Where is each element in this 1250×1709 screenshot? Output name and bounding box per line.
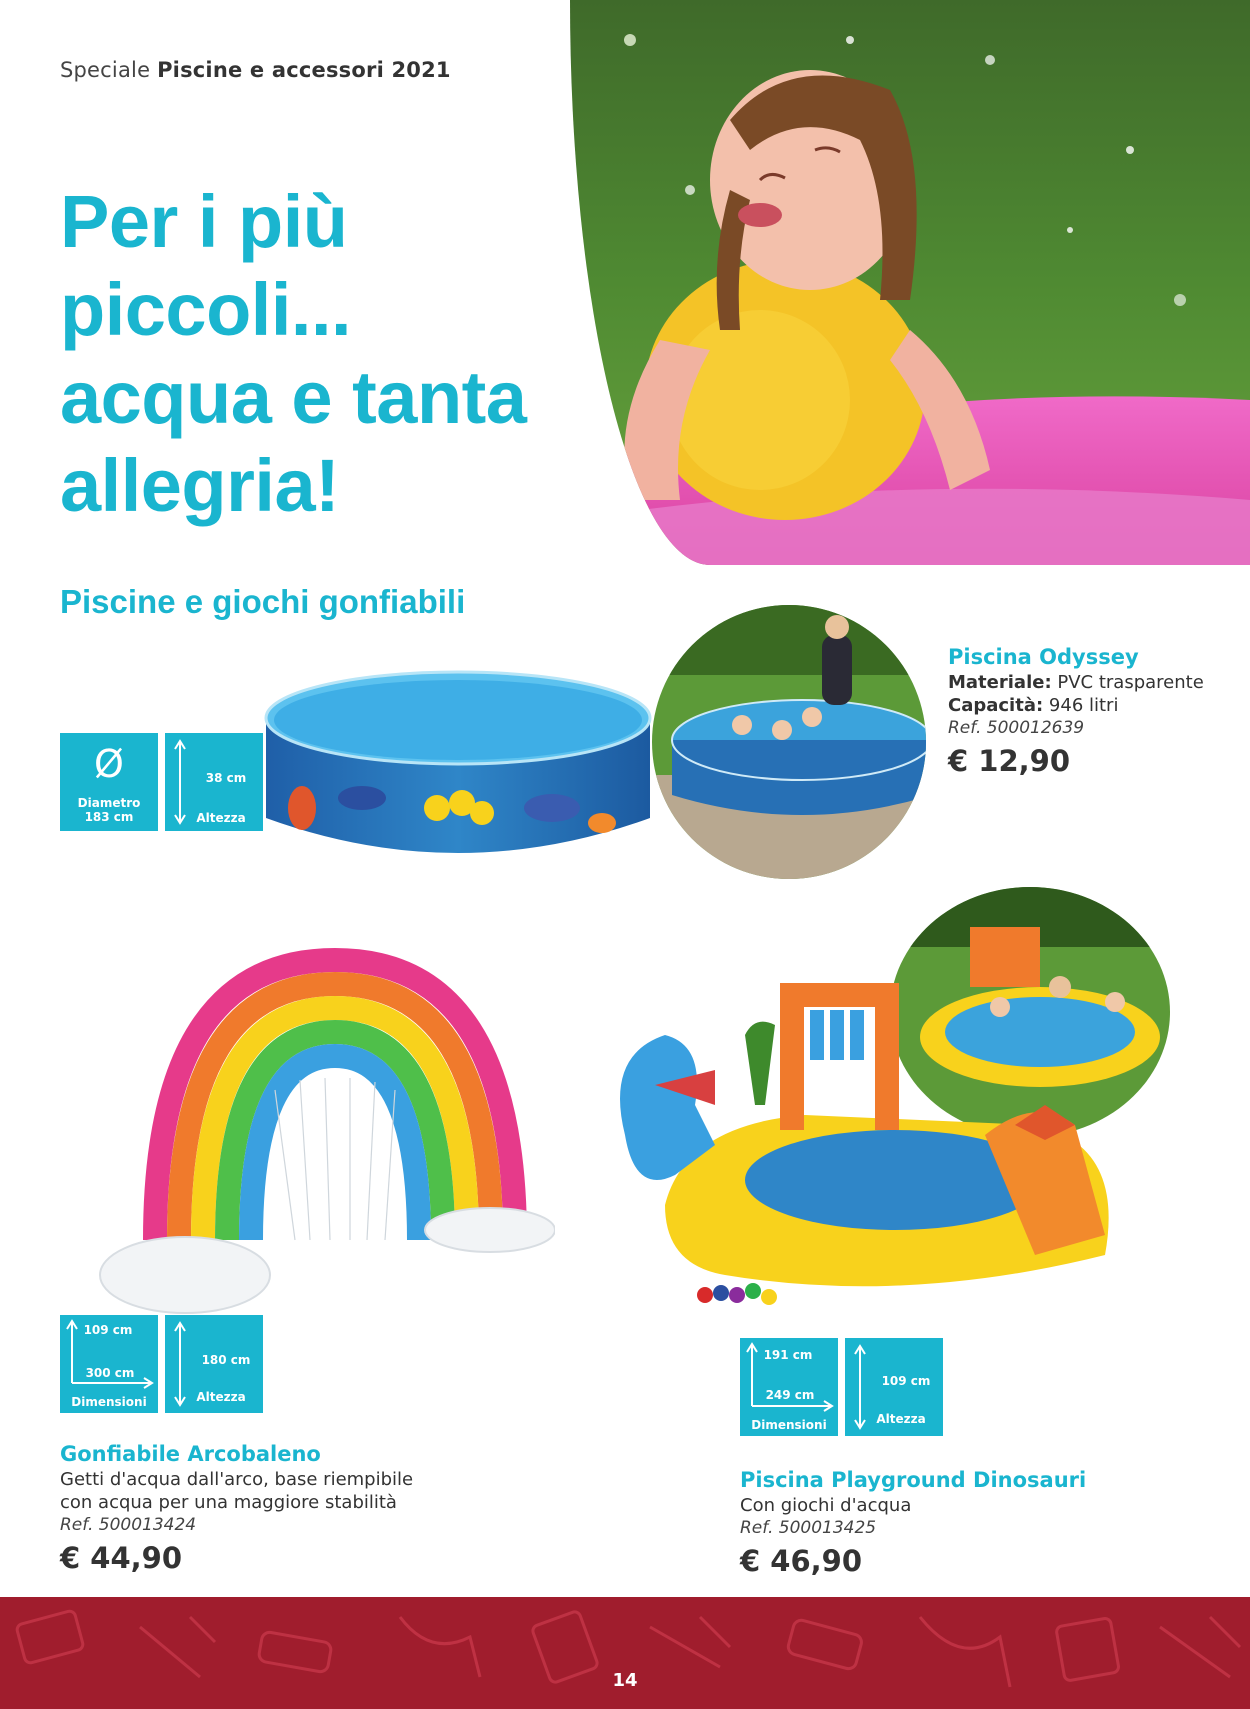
hero-title-line: piccoli... — [60, 268, 352, 351]
product-desc-line: Getti d'acqua dall'arco, base riempibile — [60, 1469, 414, 1490]
material-value: PVC trasparente — [1057, 672, 1204, 693]
product-desc-line: con acqua per una maggiore stabilità — [60, 1492, 397, 1513]
product-price: € 46,90 — [740, 1544, 863, 1578]
height-label: Altezza — [196, 811, 246, 825]
dim-b: 249 cm — [765, 1388, 815, 1402]
dimensions-spec-box — [60, 1315, 158, 1413]
diameter-label: Diametro — [77, 796, 141, 810]
hero-title-line: Per i più — [60, 180, 348, 263]
capacity-value: 946 litri — [1048, 695, 1119, 716]
dim-b: 300 cm — [85, 1366, 135, 1380]
odyssey-info — [948, 645, 1248, 778]
odyssey-lifestyle-photo — [652, 605, 926, 879]
child-splashing-image — [570, 0, 1250, 565]
capacity-line — [948, 694, 1248, 717]
footer-band — [0, 1597, 1250, 1709]
dim-label: Dimensioni — [751, 1418, 827, 1432]
rainbow-info — [60, 1442, 520, 1575]
product-desc-line: Con giochi d'acqua — [740, 1495, 912, 1516]
product-name: Gonfiabile Arcobaleno — [60, 1442, 321, 1466]
product-name: Piscina Odyssey — [948, 645, 1139, 669]
height-label: Altezza — [876, 1412, 926, 1426]
odyssey-pool-image — [262, 668, 654, 870]
product-name: Piscina Playground Dinosauri — [740, 1468, 1087, 1492]
product-price: € 44,90 — [60, 1541, 183, 1575]
diameter-spec-box — [60, 733, 158, 831]
height-spec-box — [845, 1338, 943, 1436]
height-spec-box — [165, 733, 263, 831]
dim-a: 191 cm — [763, 1348, 813, 1362]
dim-label: Dimensioni — [71, 1395, 147, 1409]
capacity-label: Capacità: — [948, 695, 1044, 716]
height-value: 109 cm — [881, 1374, 931, 1388]
diameter-value: 183 cm — [84, 810, 134, 824]
material-label: Materiale: — [948, 672, 1052, 693]
product-ref: Ref. 500013424 — [60, 1515, 197, 1535]
rainbow-arch-image — [95, 940, 555, 1320]
hero-title — [60, 178, 580, 530]
dim-a: 109 cm — [83, 1323, 133, 1337]
tools-pattern-icon — [0, 1597, 1250, 1709]
hero-photo — [570, 0, 1250, 565]
section-title: Piscine e giochi gonfiabili — [60, 583, 466, 620]
product-ref: Ref. 500013425 — [740, 1518, 877, 1538]
hero-title-line: allegria! — [60, 444, 340, 527]
product-price: € 12,90 — [948, 744, 1071, 778]
dimensions-spec-box — [740, 1338, 838, 1436]
height-label: Altezza — [196, 1390, 246, 1404]
dinosaur-info — [740, 1468, 1200, 1578]
height-spec-box — [165, 1315, 263, 1413]
height-value: 180 cm — [201, 1353, 251, 1367]
header-prefix: Speciale — [60, 58, 151, 82]
header-label — [60, 58, 451, 82]
page-number: 14 — [612, 1670, 638, 1691]
diameter-symbol: Ø — [94, 742, 124, 786]
product-ref: Ref. 500012639 — [948, 718, 1085, 738]
dinosaur-playground-image — [605, 975, 1145, 1315]
material-line — [948, 671, 1248, 694]
header-title: Piscine e accessori 2021 — [157, 58, 451, 82]
hero-title-line: acqua e tanta — [60, 356, 527, 439]
height-value: 38 cm — [205, 771, 247, 785]
